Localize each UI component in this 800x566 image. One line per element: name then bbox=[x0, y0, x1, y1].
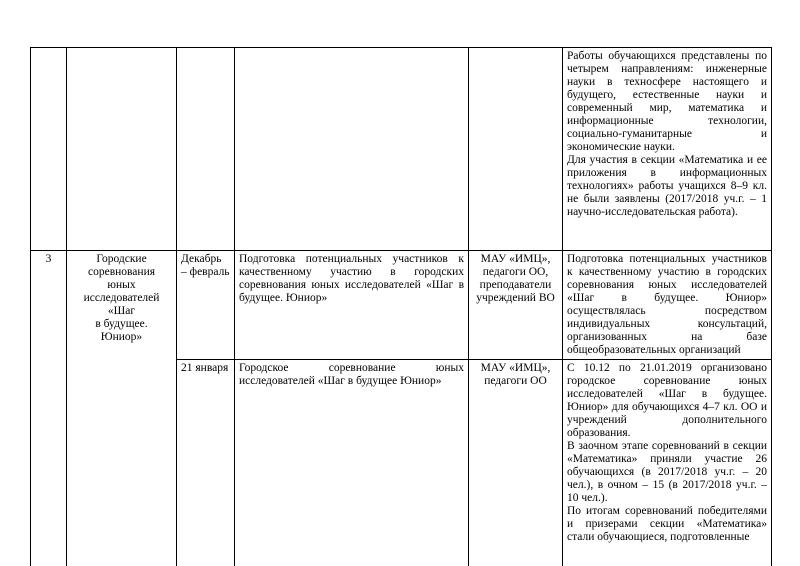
cell-number-empty bbox=[31, 48, 67, 251]
cell-entry-number: 3 bbox=[31, 251, 67, 566]
cell-activity2-responsible: МАУ «ИМЦ», педагоги ОО bbox=[469, 360, 563, 566]
cell-activity1-date: Декабрь – февраль bbox=[177, 251, 235, 360]
report-table bbox=[30, 47, 772, 566]
table-row-entry-first bbox=[31, 251, 772, 360]
cell-activity2-description: Городское соревнование юных исследователей «Шаг в будущее Юниор» bbox=[235, 360, 469, 566]
cell-activity1-description: Подготовка потенциальных участников к качественному участию в городских соревнования юных исследователей «Шаг в будущее. Юниор» bbox=[235, 251, 469, 360]
cell-activity1-responsible: МАУ «ИМЦ», педагоги ОО, преподаватели учреждений ВО bbox=[469, 251, 563, 360]
cell-activity2-results: С 10.12 по 21.01.2019 организовано городское соревнование юных исследователей «Шаг в будущее. Юниор» для обучающихся 4–7 кл. ОО и учреждений дополнительного образования. В заочном этапе соревнований в секции «Математика» приняли участие 26 обучающихся (в 2017/2018 уч.г. – 20 чел.), в очном – 15 (в 2017/2018 уч.г. – 10 чел.). По итогам соревнований победителями и призерами секции «Математика» стали обучающиеся, подготовленные bbox=[563, 360, 772, 566]
cell-entry-event: Городские соревнования юных исследователей «Шаг в будущее. Юниор» bbox=[67, 251, 177, 566]
cell-date-empty bbox=[177, 48, 235, 251]
table-row-carryover bbox=[31, 48, 772, 251]
cell-activity1-results: Подготовка потенциальных участников к качественному участию в городских соревнования юных исследователей «Шаг в будущее. Юниор» осуществлялась посредством индивидуальных консультаций, организованных на базе общеобразовательных организаций bbox=[563, 251, 772, 360]
cell-activity2-date: 21 января bbox=[177, 360, 235, 566]
cell-responsible-empty bbox=[469, 48, 563, 251]
cell-event-empty bbox=[67, 48, 177, 251]
cell-results-carryover: Работы обучающихся представлены по четырем направлениям: инженерные науки в техносфере настоящего и будущего, естественные науки и современный мир, математика и информационные технологии, социально-гуманитарные и экономические науки. Для участия в секции «Математика и ее приложения в информационных технологиях» работы учащихся 8–9 кл. не были заявлены (2017/2018 уч.г. – 1 научно-исследовательская работа). bbox=[563, 48, 772, 251]
cell-activity-empty bbox=[235, 48, 469, 251]
